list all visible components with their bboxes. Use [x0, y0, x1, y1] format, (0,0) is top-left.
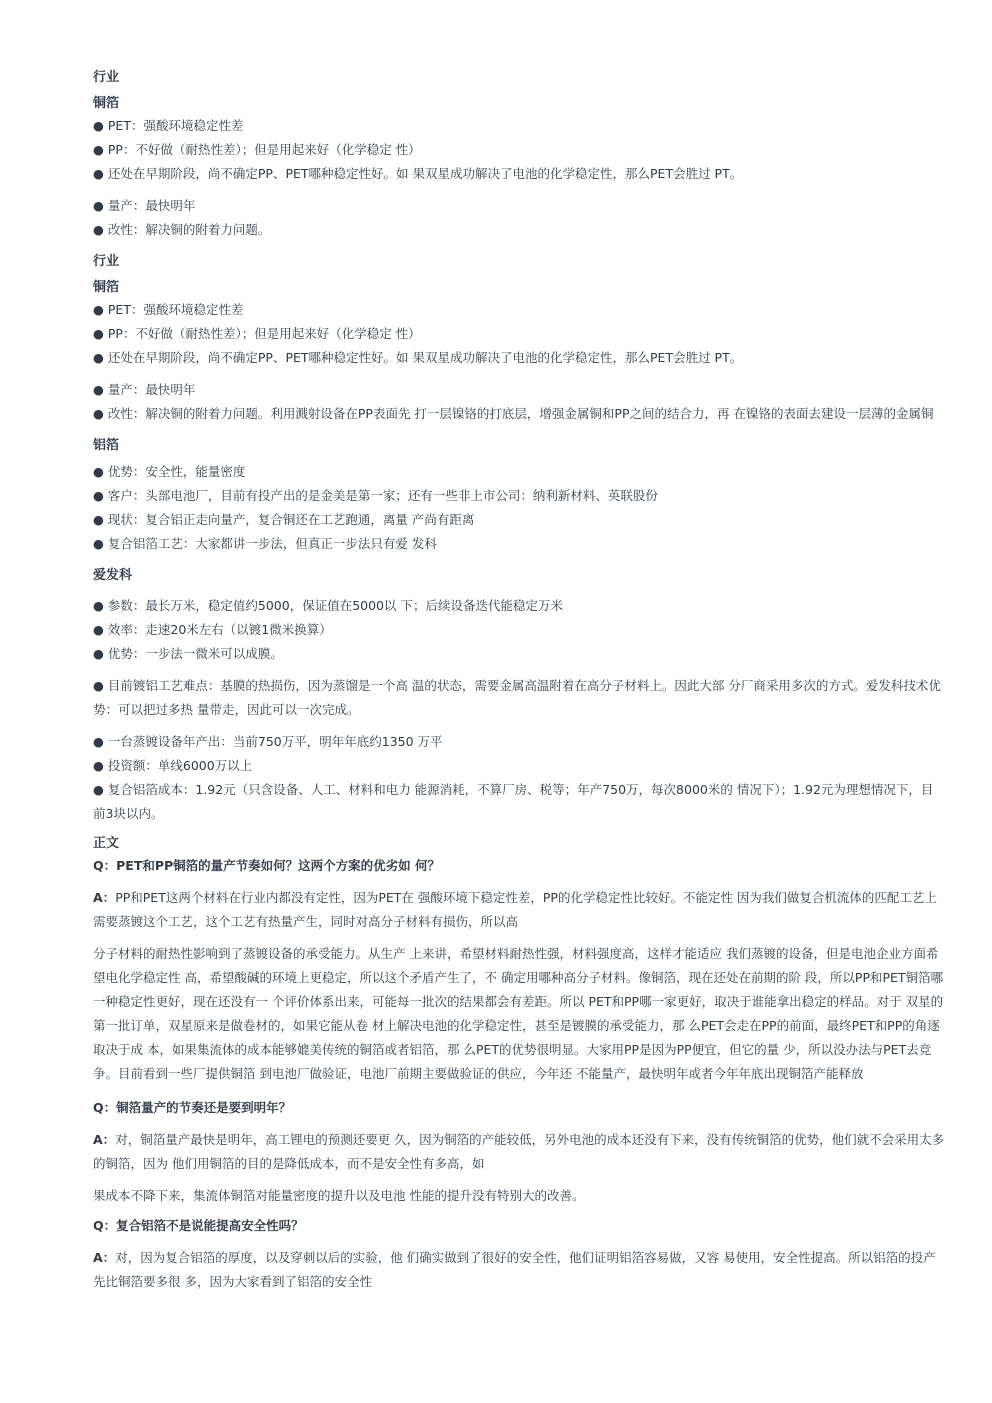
bullet-item: ● 改性：解决铜的附着力问题。: [93, 222, 271, 237]
section-heading-copper-foil: 铜箔: [93, 96, 120, 111]
bullet-item: ● 参数：最长万米，稳定值约5000，保证值在5000以 下；后续设备迭代能稳定万米: [93, 598, 563, 613]
bullet-item: ● 效率：走速20米左右（以镀1微米换算）: [93, 622, 332, 637]
bullet-item: ● PP：不好做（耐热性差）；但是用起来好（化学稳定 性）: [93, 326, 421, 341]
question: Q：PET和PP铜箔的量产节奏如何？这两个方案的优劣如 何？: [93, 858, 441, 873]
body-paragraph: 分子材料的耐热性影响到了蒸镀设备的承受能力。从生产 上来讲，希望材料耐热性强，材料强度高，这样才能适应 我们蒸镀的设备，但是电池企业方面希望电化学稳定性 高，希望酸碱的环境上更稳定，所以这个矛盾产生了，不 确定用哪种高分子材料。像铜箔，现在还处在前期的阶 段，所以PP和PET铜箔哪一种稳定性更好，现在还没有一 个评价体系出来，可能每一批次的结果都会有差距。所以 PET和PP哪一家更好，取决于谁能拿出稳定的样品。对于 双星的第一批订单，双星原来是做卷材的，如果它能从卷 材上解决电池的化学稳定性，甚至是镀膜的承受能力，那 么PET会走在PP的前面，最终PET和PP的角逐取决于成 本，如果集流体的成本能够媲美传统的铜箔或者铝箔，那 么PET的优势很明显。大家用PP是因为PP便宜，但它的量 少，所以没办法与PET去竞争。目前看到一些厂提供铜箔 到电池厂做验证，电池厂前期主要做验证的供应，今年还 不能量产，最快明年或者今年年底出现铜箔产能释放: [93, 946, 944, 1081]
answer-lead: A：: [93, 1132, 116, 1147]
section-heading-industry: 行业: [93, 254, 120, 269]
body-paragraph: 果成本不降下来，集流体铜箔对能量密度的提升以及电池 性能的提升没有特别大的改善。: [93, 1188, 585, 1203]
section-heading-ulvac: 爱发科: [93, 568, 133, 583]
answer-lead: A：: [93, 1250, 116, 1265]
answer-paragraph: [93, 1128, 945, 1176]
bullet-item: ● 现状：复合铝正走向量产，复合铜还在工艺跑通，离量 产尚有距离: [93, 512, 475, 527]
bullet-item: ● 量产：最快明年: [93, 198, 196, 213]
section-heading-copper-foil: 铜箔: [93, 280, 120, 295]
bullet-item: ● 量产：最快明年: [93, 382, 196, 397]
question: Q：复合铝箔不是说能提高安全性吗？: [93, 1218, 304, 1233]
answer-text: PP和PET这两个材料在行业内都没有定性，因为PET在 强酸环境下稳定性差，PP的化学稳定性比较好。不能定性 因为我们做复合机流体的匹配工艺上需要蒸镀这个工艺，这个工艺有热量产生，同时对高分子材料有损伤，所以高: [93, 890, 937, 929]
bullet-item: ● PET：强酸环境稳定性差: [93, 302, 244, 317]
bullet-item: ● 还处在早期阶段，尚不确定PP、PET哪种稳定性好。如 果双星成功解决了电池的化学稳定性，那么PET会胜过 PT。: [93, 350, 743, 365]
bullet-item: ● 优势：一步法一微米可以成膜。: [93, 646, 283, 661]
answer-text: 对，因为复合铝箔的厚度，以及穿刺以后的实验，他 们确实做到了很好的安全性，他们证明铝箔容易做，又容 易使用，安全性提高。所以铝箔的投产先比铜箔要多很 多，因为大家看到了铝箔的安全性: [93, 1250, 936, 1289]
bullet-item: ● 复合铝箔成本：1.92元（只含设备、人工、材料和电力 能源消耗，不算厂房、税等；年产750万，每次8000米的 情况下）；1.92元为理想情况下，目前3块以内。: [93, 782, 934, 821]
answer-paragraph: [93, 886, 945, 934]
bullet-item: ● 一台蒸镀设备年产出：当前750万平，明年年底约1350 万平: [93, 734, 443, 749]
bullet-item: ● 改性：解决铜的附着力问题。利用溅射设备在PP表面先 打一层镍铬的打底层，增强金属铜和PP之间的结合力，再 在镍铬的表面去建设一层薄的金属铜: [93, 406, 934, 421]
answer-paragraph: [93, 1246, 945, 1294]
answer-text: 对，铜箔量产最快是明年，高工锂电的预测还要更 久，因为铜箔的产能较低，另外电池的成本还没有下来，没有传统铜箔的优势，他们就不会采用太多的铜箔，因为 他们用铜箔的目的是降低成本，而不是安全性有多高，如: [93, 1132, 945, 1171]
bullet-item: ● 复合铝箔工艺：大家都讲一步法，但真正一步法只有爱 发科: [93, 536, 437, 551]
bullet-item: ● 客户：头部电池厂，目前有投产出的是金美是第一家；还有一些非上市公司：纳利新材料、英联股份: [93, 488, 658, 503]
bullet-item: ● PP：不好做（耐热性差）；但是用起来好（化学稳定 性）: [93, 142, 421, 157]
document-content: [93, 68, 945, 1294]
bullet-item: ● 目前镀铝工艺难点：基膜的热损伤，因为蒸馏是一个高 温的状态，需要金属高温附着在高分子材料上。因此大部 分厂商采用多次的方式。爱发科技术优势：可以把过多热 量带走，因此可以一次完成。: [93, 678, 941, 717]
section-heading-aluminum-foil: 铝箔: [93, 438, 120, 453]
bullet-item: ● 优势：安全性，能量密度: [93, 464, 246, 479]
section-heading-industry: 行业: [93, 70, 120, 85]
bullet-item: ● 还处在早期阶段，尚不确定PP、PET哪种稳定性好。如 果双星成功解决了电池的化学稳定性，那么PET会胜过 PT。: [93, 166, 743, 181]
bullet-item: ● PET：强酸环境稳定性差: [93, 118, 244, 133]
question: Q：铜箔量产的节奏还是要到明年？: [93, 1100, 292, 1115]
bullet-item: ● 投资额：单线6000万以上: [93, 758, 253, 773]
section-heading-body: 正文: [93, 836, 120, 851]
answer-lead: A：: [93, 890, 116, 905]
